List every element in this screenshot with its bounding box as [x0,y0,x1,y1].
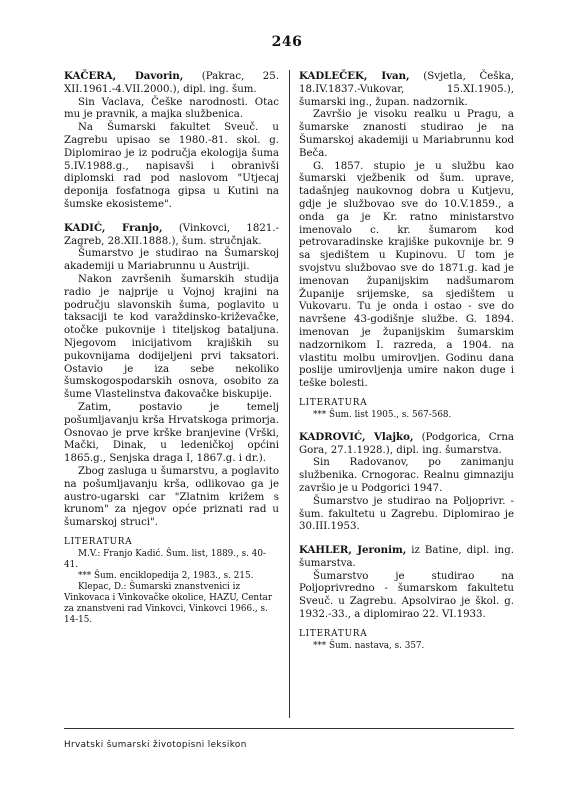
entry-name: KAHLER, Jeronim, [299,544,407,557]
entry-paragraph: Sin Radovanov, po zanimanju službenika. Crnogorac. Realnu gimnaziju završio je u Podgorici 1947. [299,457,514,494]
entry-paragraph: Nakon završenih šumarskih studija radio je najprije u Vojnoj krajini na području slavonskih šuma, poglavito u taksaciji te kod varaždinsko-križevačke, otočke pukovnije i titelјskog bataljuna. Njegovom inicijativom krajiških su pukovnijama dodijeljeni prvi taksatori. Ostavio je iza sebe nekoliko šumskogospodarskih osnova, osobito za šume Vlastelinstva đakovačke biskupije. [64,273,279,401]
entry-paragraph: Šumarstvo je studirao na Poljoprivr. - šum. fakultetu u Zagrebu. Diplomirao je 30.III.1953. [299,495,514,533]
entry-paragraph: Šumarstvo je studirao na Šumarskoj akademiji u Mariabrunnu u Austriji. [64,248,279,273]
column-divider [289,70,290,718]
entry-heading [64,222,279,249]
literature-heading: LITERATURA [299,397,368,408]
literature-item: *** Šum. enciklopedija 2, 1983., s. 215. [78,570,254,581]
entry-paragraph: Na Šumarski fakultet Sveuč. u Zagrebu upisao se 1980.-81. skol. g. Diplomirao je iz područja ekologija šuma 5.IV.1988.g., napisavši i obranivši diplomski rad pod naslovom "Utjecaj deponija fosfatnoga gipsa u Kutini na šumske ekosisteme". [64,122,279,210]
entry-heading [299,544,514,571]
entry-heading [299,431,514,458]
literature-heading: LITERATURA [299,628,368,639]
entry-kadrovic [299,431,514,534]
literature-item: M.V.: Franjo Kadić. Šum. list, 1889., s. 40-41. [64,548,266,570]
entry-head-details: iz Batine, dipl. ing. šumarstva. [299,545,514,569]
literature-item: *** Šum. list 1905., s. 567-568. [313,409,452,420]
footer-title: Hrvatski šumarski životopisni leksikon [64,740,247,750]
entry-paragraph: Zbog zasluga u šumarstvu, a poglavito na pošumljavanju krša, odlikovao ga je austro-ugarski car "Zlatnim križem s krunom" za njegov opće priznati rad u šumarskoj struci". [64,465,279,529]
literature-heading: LITERATURA [64,536,133,547]
entry-head-details: (Podgorica, Crna Gora, 27.1.1928.), dipl. ing. šumarstva. [299,431,514,456]
literature-item: *** Šum. nastava, s. 357. [313,640,425,651]
entry-name: KADROVIĆ, Vlajko, [299,430,414,443]
entry-name: KADLEČEK, Ivan, [299,70,410,82]
entry-name: KAČERA, Davorin, [64,70,184,82]
left-column [64,70,279,636]
entry-kacera [64,70,279,212]
entry-head-details: (Svjetla, Češka, 18.IV.1837.-Vukovar, 15.XI.1905.), šumarski ing., župan. nadzornik. [299,71,515,108]
entry-kadic [64,222,279,626]
entry-paragraph: Sin Vaclava, Češke narodnosti. Otac mu je pravnik, a majka službenica. [64,96,279,121]
footer-rule [64,728,514,729]
entry-heading [64,70,279,97]
entry-kahler [299,544,514,652]
entry-heading [299,70,514,109]
entry-paragraph: Zatim, postavio je temelj pošumljavanju krša Hrvatskoga primorja. Osnovao je prve krške branjevine (Vrški, Mački, Dinak, u ledeničkoj općini 1865.g., Senjska draga I, 1867.g. i dr.). [64,401,279,465]
entry-head-details: (Vinkovci, 1821.-Zagreb, 28.XII.1888.), šum. stručnjak. [64,222,279,247]
entry-paragraph: G. 1857. stupio je u službu kao šumarski vježbenik od šum. uprave, tadašnjeg naukovnog dobra u Kutjevu, gdje je službovao sve do 10.V.1859., a onda ga je Kr. ratno ministarstvo imenovalo c. kr. šumarom kod petrovaradinske krajiške pukovnije br. 9 sa sjedištem u Kupinovu. U tom je svojstvu službovao sve do 1871.g. kad je imenovan županijskim nadšumarom Županije srijemske, sa sjedištem u Vukovaru. Tu je onda i ostao - sve do navršene 43-godišnje službe. G. 1894. imenovan je županijskim šumarskim nadzornikom I. razreda, a 1904. na vlastitu molbu umirovljen. Godinu dana poslije umirovljenja umire nakon duge i teške bolesti. [299,160,514,390]
entry-head-details: (Pakrac, 25. XII.1961.-4.VII.2000.), dipl. ing. šum. [64,71,280,95]
entry-name: KADIĆ, Franjo, [64,221,163,234]
entry-paragraph: Šumarstvo je studirao na Poljoprivredno - šumarskom fakultetu Sveuč. u Zagrebu. Apsolvirao je škol. g. 1932.-33., a diplomirao 22. VI.1933. [299,570,514,621]
entry-kadlecek [299,70,514,421]
entry-paragraph: Završio je visoku realku u Pragu, a šumarske znanosti studirao je na Šumarskoj akademiji u Mariabrunnu kod Beča. [299,109,514,159]
right-column [299,70,514,662]
page-number: 246 [271,34,303,50]
literature-item: Klepac, D.: Šumarski znanstvenici iz Vinkovaca i Vinkovačke okolice, HAZU, Centar za znanstveni rad Vinkovci, Vinkovci 1966., s. 14-15. [64,581,273,625]
